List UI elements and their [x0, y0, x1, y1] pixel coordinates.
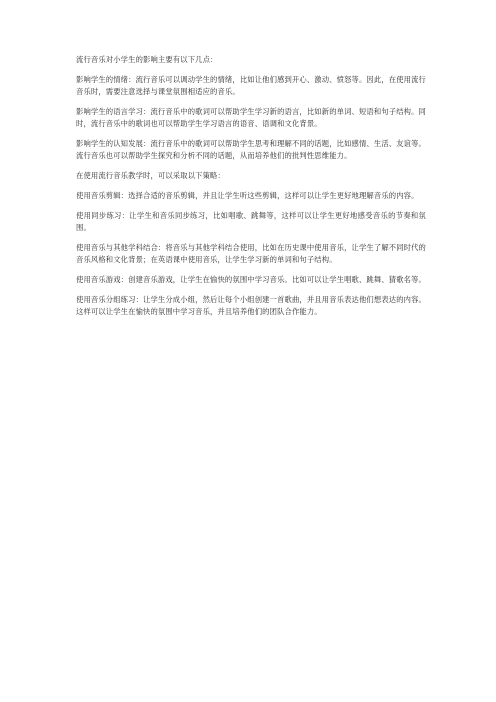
language-learning-paragraph: 影响学生的语言学习：流行音乐中的歌词可以帮助学生学习新的语言，比如新的单词、短语和句子结构。同时，流行音乐中的歌词也可以帮助学生学习语言的语音、语调和文化背景。	[76, 107, 426, 128]
sync-practice-paragraph: 使用同步练习：让学生和音乐同步练习，比如唱歌、跳舞等，这样可以让学生更好地感受音乐的节奏和氛围。	[76, 211, 426, 232]
cross-subject-paragraph: 使用音乐与其他学科结合：将音乐与其他学科结合使用，比如在历史课中使用音乐，让学生了解不同时代的音乐风格和文化背景；在英语课中使用音乐，让学生学习新的单词和句子结构。	[76, 243, 426, 264]
music-game-paragraph: 使用音乐游戏：创建音乐游戏，让学生在愉快的氛围中学习音乐。比如可以让学生唱歌、跳舞、猜歌名等。	[76, 275, 426, 284]
cognitive-development-paragraph: 影响学生的认知发展：流行音乐中的歌词可以帮助学生思考和理解不同的话题，比如感情、生活、友谊等。流行音乐也可以帮助学生探究和分析不同的话题，从而培养他们的批判性思维能力。	[76, 139, 426, 160]
intro-paragraph: 流行音乐对小学生的影响主要有以下几点：	[76, 55, 218, 64]
group-practice-paragraph: 使用音乐分组练习：让学生分成小组，然后让每个小组创建一首歌曲，并且用音乐表达他们想表达的内容。这样可以让学生在愉快的氛围中学习音乐，并且培养他们的团队合作能力。	[76, 295, 426, 316]
strategies-intro-paragraph: 在使用流行音乐教学时，可以采取以下策略：	[76, 171, 225, 180]
document-body	[76, 54, 426, 326]
music-clip-paragraph: 使用音乐剪辑：选择合适的音乐剪辑，并且让学生听这些剪辑，这样可以让学生更好地理解音乐的内容。	[76, 191, 419, 200]
emotion-paragraph: 影响学生的情绪：流行音乐可以调动学生的情绪，比如让他们感到开心、激动、愤怒等。因此，在使用流行音乐时，需要注意选择与课堂氛围相适应的音乐。	[76, 75, 426, 96]
